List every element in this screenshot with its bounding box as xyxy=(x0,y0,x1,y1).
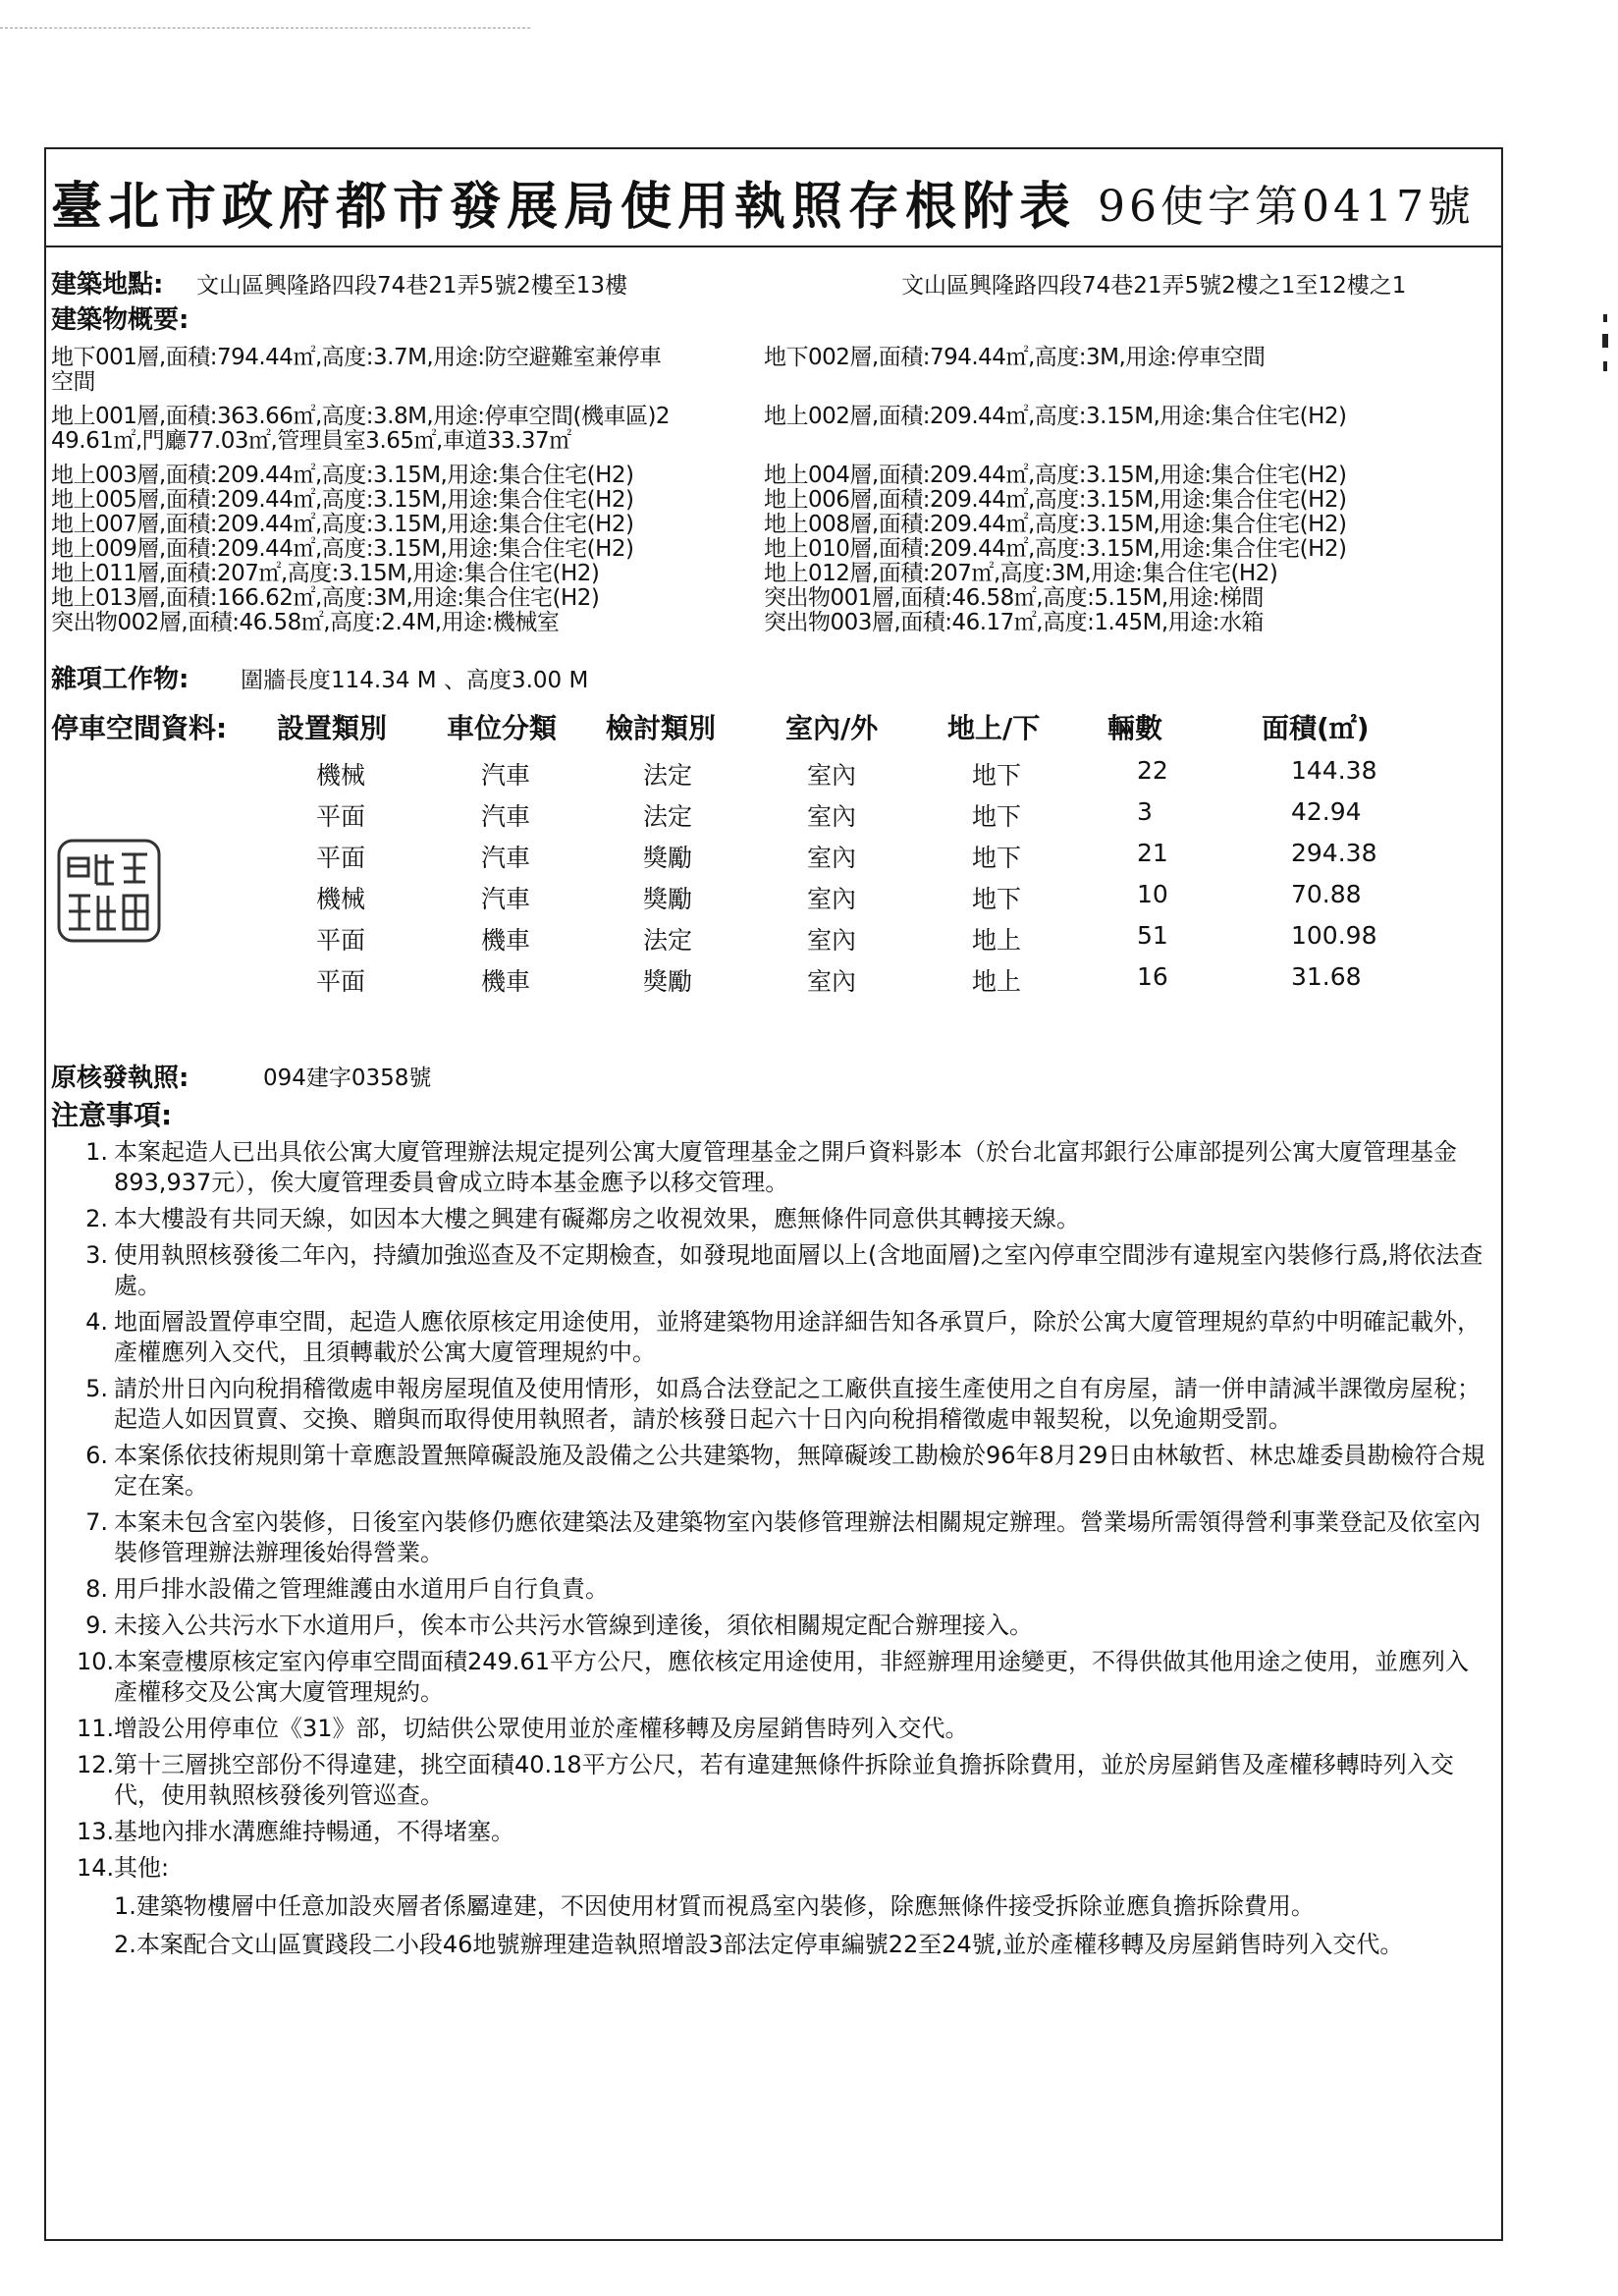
floor-row xyxy=(51,339,1494,370)
floor-entry: 地上006層,面積:209.44㎡,高度:3.15M,用途:集合住宅(H2) xyxy=(764,487,1347,513)
note-number: 14. xyxy=(77,1854,115,1882)
note-number: 1. xyxy=(85,1138,108,1166)
floor-entry: 地下001層,面積:794.44㎡,高度:3.7M,用途:防空避難室兼停車 xyxy=(51,345,662,370)
note-number: 9. xyxy=(85,1612,108,1639)
parking-cell: 10 xyxy=(1137,880,1168,908)
parking-cell: 51 xyxy=(1137,921,1168,950)
note-text: 未接入公共污水下水道用戶，俟本市公共污水管線到達後，須依相關規定配合辦理接入。 xyxy=(114,1612,1033,1639)
license-number: 96使字第0417號 xyxy=(1098,182,1475,232)
scan-marks-icon xyxy=(1600,304,1612,393)
parking-cell: 汽車 xyxy=(481,885,531,913)
note-text: 本案係依技術規則第十章應設置無障礙設施及設備之公共建築物，無障礙竣工勘檢於96年8月29日由林敏哲、林忠雄委員勘檢符合規定在案。 xyxy=(114,1442,1485,1500)
floor-entry: 突出物001層,面積:46.58㎡,高度:5.15M,用途:梯間 xyxy=(764,585,1264,611)
parking-cell: 機車 xyxy=(481,926,531,955)
note-text: 本案壹樓原核定室內停車空間面積249.61平方公尺，應依核定用途使用，非經辦理用途變更，不得供做其他用途之使用，並應列入產權移交及公寓大廈管理規約。 xyxy=(114,1648,1469,1706)
parking-header-cell: 面積(㎡) xyxy=(1262,712,1370,744)
notes-list xyxy=(77,1137,1490,1960)
parking-cell: 汽車 xyxy=(481,844,531,872)
parking-header-cell: 地上/下 xyxy=(947,712,1041,744)
parking-cell: 地下 xyxy=(972,844,1022,872)
parking-cell: 294.38 xyxy=(1291,839,1377,867)
parking-cell: 21 xyxy=(1137,839,1168,867)
parking-cell: 平面 xyxy=(316,844,366,872)
floor-entry: 地上010層,面積:209.44㎡,高度:3.15M,用途:集合住宅(H2) xyxy=(764,536,1347,562)
floor-entry: 地上002層,面積:209.44㎡,高度:3.15M,用途:集合住宅(H2) xyxy=(764,404,1347,429)
parking-label: 停車空間資料: xyxy=(51,712,228,744)
note-item xyxy=(77,1853,1490,1884)
parking-cell: 室內 xyxy=(807,967,857,996)
floor-row xyxy=(51,457,1494,488)
floor-entry: 地上013層,面積:166.62㎡,高度:3M,用途:集合住宅(H2) xyxy=(51,585,600,611)
floor-entry: 地上005層,面積:209.44㎡,高度:3.15M,用途:集合住宅(H2) xyxy=(51,487,634,513)
parking-cell: 平面 xyxy=(316,802,366,831)
floor-row xyxy=(51,363,1494,398)
parking-cell: 22 xyxy=(1137,756,1168,785)
parking-cell: 16 xyxy=(1137,962,1168,991)
parking-cell: 42.94 xyxy=(1291,797,1362,826)
floor-entry: 突出物002層,面積:46.58㎡,高度:2.4M,用途:機械室 xyxy=(51,610,560,635)
parking-row xyxy=(0,880,1473,915)
note-item xyxy=(77,1507,1490,1568)
parking-cell: 汽車 xyxy=(481,761,531,790)
parking-cell: 機械 xyxy=(316,761,366,790)
note-number: 2. xyxy=(85,1205,108,1232)
original-license-label: 原核發執照: xyxy=(51,1064,189,1093)
floor-entry: 地上007層,面積:209.44㎡,高度:3.15M,用途:集合住宅(H2) xyxy=(51,512,634,537)
floor-entry: 地上012層,面積:207㎡,高度:3M,用途:集合住宅(H2) xyxy=(764,561,1278,586)
note-item xyxy=(77,1137,1490,1198)
floor-row xyxy=(51,579,1494,611)
floor-row xyxy=(51,422,1494,457)
parking-cell: 地上 xyxy=(972,926,1022,955)
parking-cell: 獎勵 xyxy=(643,885,693,913)
parking-cell: 3 xyxy=(1137,797,1153,826)
note-number: 3. xyxy=(85,1241,108,1269)
floor-list xyxy=(51,339,1494,635)
parking-cell: 100.98 xyxy=(1291,921,1377,950)
note-sub-item: 2.本案配合文山區實踐段二小段46地號辦理建造執照增設3部法定停車編號22至24號,並於產權移轉及房屋銷售時列入交代。 xyxy=(114,1931,1404,1958)
note-item xyxy=(77,1240,1490,1301)
bottom-divider xyxy=(44,2239,1501,2241)
parking-table xyxy=(0,707,1571,1021)
floor-row xyxy=(51,604,1494,635)
scan-artifact-line xyxy=(0,27,530,28)
floor-row xyxy=(51,506,1494,537)
floor-entry: 地上003層,面積:209.44㎡,高度:3.15M,用途:集合住宅(H2) xyxy=(51,463,634,488)
note-text: 第十三層挑空部份不得違建，挑空面積40.18平方公尺，若有違建無條件拆除並負擔拆除費用，並於房屋銷售及產權移轉時列入交代，使用執照核發後列管巡查。 xyxy=(114,1751,1454,1809)
parking-row xyxy=(0,962,1473,998)
note-text: 本案未包含室內裝修，日後室內裝修仍應依建築法及建築物室內裝修管理辦法相關規定辦理。營業場所需領得營利事業登記及依室內裝修管理辦法辦理後始得營業。 xyxy=(114,1508,1481,1566)
note-text: 本大樓設有共同天線，如因本大樓之興建有礙鄰房之收視效果，應無條件同意供其轉接天線。 xyxy=(114,1205,1080,1232)
misc-value: 圍牆長度114.34 M 、高度3.00 M xyxy=(241,668,589,693)
parking-cell: 機械 xyxy=(316,885,366,913)
parking-cell: 室內 xyxy=(807,926,857,955)
floor-entry: 地上009層,面積:209.44㎡,高度:3.15M,用途:集合住宅(H2) xyxy=(51,536,634,562)
title-divider xyxy=(44,246,1501,247)
parking-cell: 法定 xyxy=(643,802,693,831)
floor-entry: 空間 xyxy=(51,369,95,395)
note-number: 7. xyxy=(85,1508,108,1536)
note-text: 地面層設置停車空間，起造人應依原核定用途使用，並將建築物用途詳細告知各承買戶，除於公寓大廈管理規約草約中明確記載外，產權應列入交代，且須轉載於公寓大廈管理規約中。 xyxy=(114,1308,1481,1366)
floor-row xyxy=(51,530,1494,562)
floor-entry: 地上008層,面積:209.44㎡,高度:3.15M,用途:集合住宅(H2) xyxy=(764,512,1347,537)
parking-cell: 法定 xyxy=(643,926,693,955)
parking-cell: 144.38 xyxy=(1291,756,1377,785)
note-item xyxy=(77,1817,1490,1847)
floor-row xyxy=(51,481,1494,513)
note-text: 增設公用停車位《31》部，切結供公眾使用並於產權移轉及房屋銷售時列入交代。 xyxy=(114,1715,969,1742)
parking-cell: 平面 xyxy=(316,926,366,955)
note-item xyxy=(77,1307,1490,1368)
site-address-left: 文山區興隆路四段74巷21弄5號2樓至13樓 xyxy=(196,273,628,299)
floor-entry: 地上004層,面積:209.44㎡,高度:3.15M,用途:集合住宅(H2) xyxy=(764,463,1347,488)
note-text: 使用執照核發後二年內，持續加強巡查及不定期檢查，如發現地面層以上(含地面層)之室內停車空間涉有違規室內裝修行爲,將依法查處。 xyxy=(114,1241,1483,1299)
notes-label: 注意事項: xyxy=(51,1099,173,1131)
note-number: 6. xyxy=(85,1442,108,1469)
note-item xyxy=(77,1374,1490,1435)
note-number: 12. xyxy=(77,1751,115,1778)
note-item xyxy=(77,1611,1490,1641)
parking-cell: 獎勵 xyxy=(643,844,693,872)
note-number: 5. xyxy=(85,1375,108,1402)
parking-cell: 獎勵 xyxy=(643,967,693,996)
site-label: 建築地點: xyxy=(51,270,164,300)
seal-stamp xyxy=(55,837,163,945)
parking-cell: 室內 xyxy=(807,885,857,913)
parking-cell: 地下 xyxy=(972,885,1022,913)
note-text: 請於卅日內向稅捐稽徵處申報房屋現值及使用情形，如爲合法登記之工廠供直接生產使用之自有房屋，請一併申請減半課徵房屋稅；起造人如因買賣、交換、贈與而取得使用執照者，請於核發日起六十日內向稅捐稽徵處申報契稅，以免逾期受罰。 xyxy=(114,1375,1481,1433)
parking-cell: 室內 xyxy=(807,761,857,790)
note-sub-item: 1.建築物樓層中任意加設夾層者係屬違建，不因使用材質而視爲室內裝修，除應無條件接受拆除並應負擔拆除費用。 xyxy=(114,1892,1315,1920)
note-number: 13. xyxy=(77,1818,115,1845)
note-item xyxy=(77,1574,1490,1605)
site-address-right: 文山區興隆路四段74巷21弄5號2樓之1至12樓之1 xyxy=(901,273,1407,299)
floor-entry: 地上001層,面積:363.66㎡,高度:3.8M,用途:停車空間(機車區)2 xyxy=(51,404,671,429)
floor-entry: 突出物003層,面積:46.17㎡,高度:1.45M,用途:水箱 xyxy=(764,610,1264,635)
parking-header-cell: 車位分類 xyxy=(447,712,558,744)
overview-label: 建築物概要: xyxy=(51,305,189,335)
header xyxy=(51,165,1484,237)
parking-cell: 平面 xyxy=(316,967,366,996)
note-item xyxy=(77,1647,1490,1708)
original-license-value: 094建字0358號 xyxy=(263,1066,432,1091)
parking-row xyxy=(0,756,1473,792)
parking-cell: 法定 xyxy=(643,761,693,790)
parking-header-row xyxy=(0,707,1571,746)
note-number: 8. xyxy=(85,1575,108,1603)
misc-label: 雜項工作物: xyxy=(51,665,189,694)
parking-header-cell: 檢討類別 xyxy=(606,712,717,744)
parking-cell: 地上 xyxy=(972,967,1022,996)
parking-header-cell: 室內/外 xyxy=(785,712,879,744)
floor-entry: 地上011層,面積:207㎡,高度:3.15M,用途:集合住宅(H2) xyxy=(51,561,600,586)
document-title: 臺北市政府都市發展局使用執照存根附表 xyxy=(51,177,1077,237)
floor-entry: 地下002層,面積:794.44㎡,高度:3M,用途:停車空間 xyxy=(764,345,1266,370)
floor-row xyxy=(51,398,1494,429)
note-number: 4. xyxy=(85,1308,108,1336)
floor-entry: 49.61㎡,門廳77.03㎡,管理員室3.65㎡,車道33.37㎡ xyxy=(51,428,571,454)
note-text: 其他: xyxy=(114,1854,170,1882)
parking-cell: 汽車 xyxy=(481,802,531,831)
parking-cell: 室內 xyxy=(807,802,857,831)
note-number: 10. xyxy=(77,1648,115,1675)
parking-cell: 地下 xyxy=(972,802,1022,831)
parking-cell: 室內 xyxy=(807,844,857,872)
note-item xyxy=(77,1441,1490,1502)
parking-row xyxy=(0,797,1473,833)
parking-row xyxy=(0,921,1473,957)
parking-cell: 機車 xyxy=(481,967,531,996)
note-text: 本案起造人已出具依公寓大廈管理辦法規定提列公寓大廈管理基金之開戶資料影本（於台北富邦銀行公庫部提列公寓大廈管理基金893,937元），俟大廈管理委員會成立時本基金應予以移交管理。 xyxy=(114,1138,1457,1196)
note-number: 11. xyxy=(77,1715,115,1742)
note-item xyxy=(77,1714,1490,1744)
parking-header-cell: 輛數 xyxy=(1107,712,1163,744)
note-item xyxy=(77,1204,1490,1234)
parking-cell: 31.68 xyxy=(1291,962,1362,991)
parking-cell: 地下 xyxy=(972,761,1022,790)
floor-row xyxy=(51,555,1494,586)
note-text: 用戶排水設備之管理維護由水道用戶自行負責。 xyxy=(114,1575,609,1603)
note-text: 基地內排水溝應維持暢通，不得堵塞。 xyxy=(114,1818,514,1845)
parking-header-cell: 設置類別 xyxy=(277,712,388,744)
note-item xyxy=(77,1750,1490,1811)
parking-row xyxy=(0,839,1473,874)
parking-cell: 70.88 xyxy=(1291,880,1362,908)
